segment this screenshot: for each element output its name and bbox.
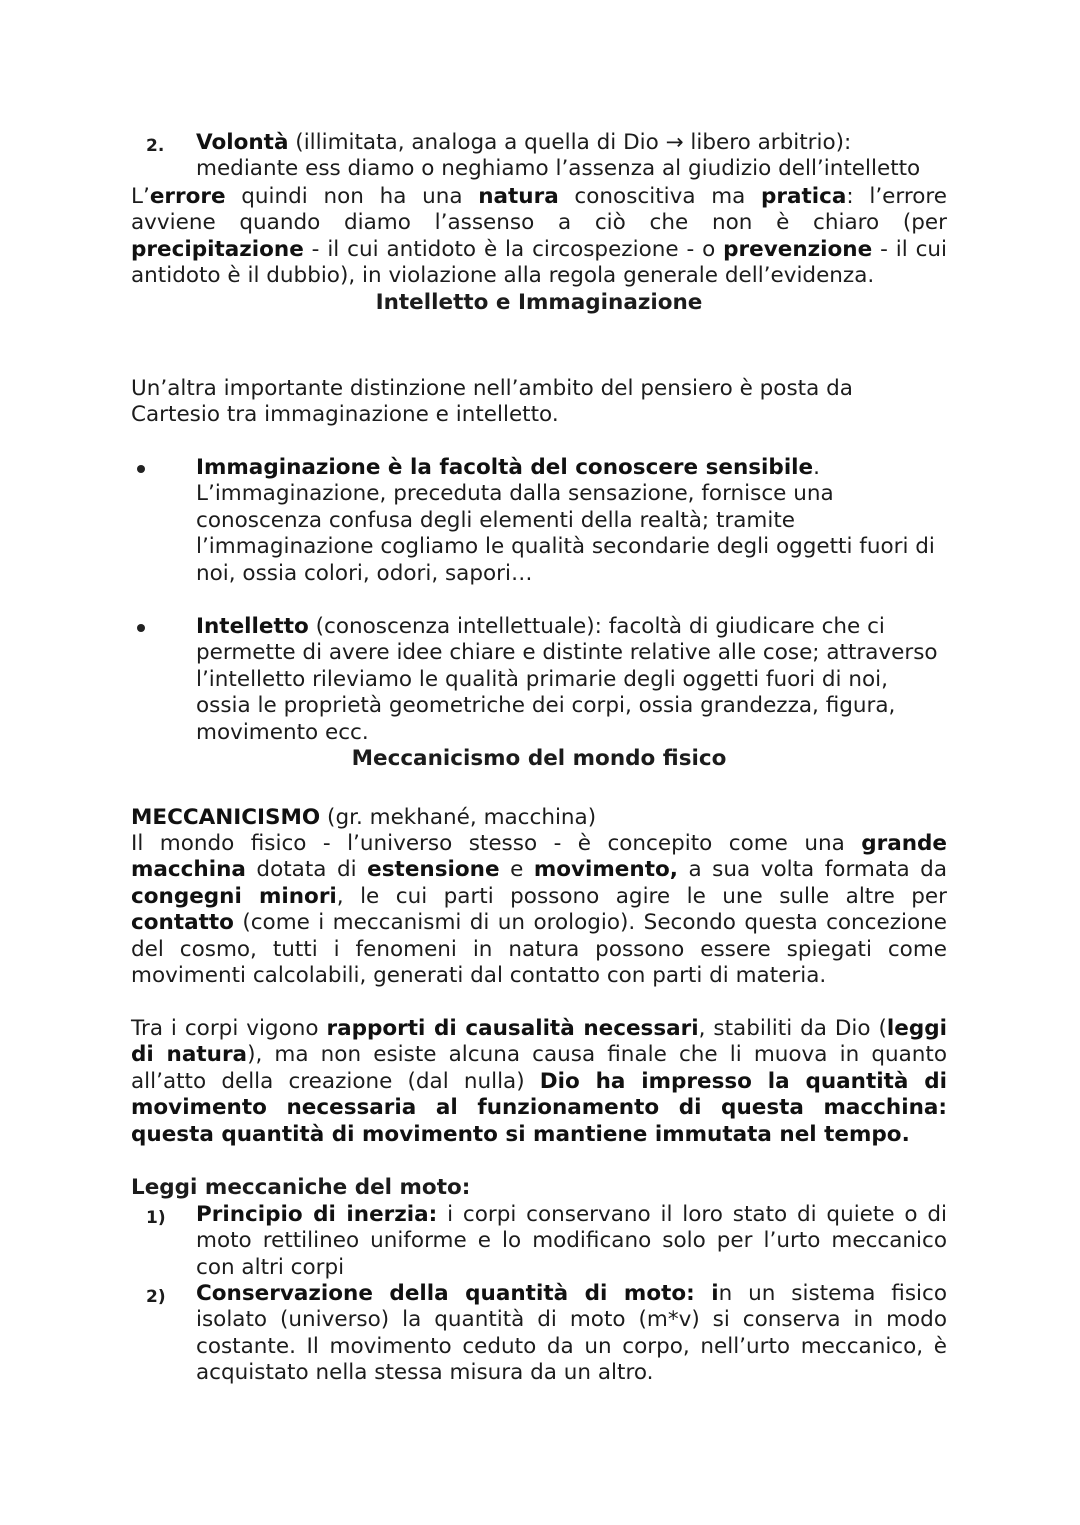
legge-2: Conservazione della quantità di moto: in un sistema fisico isolato (universo) la quantità di moto (m*v) si conserva in modo costante. Il movimento ceduto da un corpo, nell’urto meccanico, è acquistato nella stessa misura da un altro. (196, 1281, 947, 1386)
meccanicismo-title-line: MECCANICISMO (gr. mekhané, macchina) (131, 805, 597, 830)
intro-paragraph: Un’altra importante distinzione nell’ambito del pensiero è posta da Cartesio tra immaginazione e intelletto. (131, 376, 853, 428)
legge-1-term: Principio di inerzia: (196, 1202, 438, 1227)
legge-2-term: Conservazione della quantità di moto: i (196, 1281, 719, 1306)
heading-meccanicismo: Meccanicismo del mondo fisico (351, 746, 727, 771)
leggi-heading: Leggi meccaniche del moto: (131, 1175, 471, 1200)
list-number-2: 2. (146, 136, 165, 156)
immaginazione-term: Immaginazione è la facoltà del conoscere sensibile (196, 455, 814, 480)
meccanicismo-term: MECCANICISMO (131, 805, 321, 830)
errore-paragraph: L’errore quindi non ha una natura conoscitiva ma pratica: l’errore avviene quando diamo l’assenso a ciò che non è chiaro (per precipitazione - il cui antidoto è la circospezione - o prevenzione - il cui antidoto è il dubbio), in violazione alla regola generale dell’evidenza. (131, 184, 947, 289)
meccanicismo-paragraph: Il mondo fisico - l’universo stesso - è concepito come una grande macchina dotata di estensione e movimento, a sua volta formata da congegni minori, le cui parti possono agire le une sulle altre per contatto (come i meccanismi di un orologio). Secondo questa concezione del cosmo, tutti i fenomeni in natura possono essere spiegati come movimenti calcolabili, generati dal contatto con parti di materia. (131, 831, 947, 989)
legge-1: Principio di inerzia: i corpi conservano il loro stato di quiete o di moto rettilineo uniforme e lo modificano solo per l’urto meccanico con altri corpi (196, 1202, 947, 1280)
list-number-2: 2) (146, 1287, 166, 1307)
causalita-paragraph: Tra i corpi vigono rapporti di causalità necessari, stabiliti da Dio (leggi di natura), ma non esiste alcuna causa finale che li muova in quanto all’atto della creazione (dal nulla) Dio ha impresso la quantità di movimento necessaria al funzionamento di questa macchina: questa quantità di movimento si mantiene immutata nel tempo. (131, 1016, 948, 1147)
bullet-intelletto: Intelletto (conoscenza intellettuale): facoltà di giudicare che ci permette di avere idee chiare e distinte relative alle cose; attraverso l’intelletto rileviamo le qualità primarie degli oggetti fuori di noi, ossia le proprietà geometriche dei corpi, ossia grandezza, figura, movimento ecc. (196, 614, 938, 745)
bullet-dot (137, 624, 145, 632)
list-number-1: 1) (146, 1208, 166, 1228)
volonta-line-1: Volontà (illimitata, analoga a quella di Dio → libero arbitrio): (196, 130, 852, 155)
volonta-item (196, 130, 947, 183)
bullet-dot (137, 465, 145, 473)
heading-intelletto-immaginazione: Intelletto e Immaginazione (375, 290, 703, 315)
bullet-immaginazione: Immaginazione è la facoltà del conoscere sensibile. L’immaginazione, preceduta dalla sensazione, fornisce una conoscenza confusa degli elementi della realtà; tramite l’immaginazione cogliamo le qualità secondarie degli oggetti fuori di noi, ossia colori, odori, sapori… (196, 455, 935, 586)
intelletto-term: Intelletto (196, 614, 309, 639)
volonta-term: Volontà (196, 130, 289, 155)
volonta-line-2: mediante ess diamo o neghiamo l’assenza al giudizio dell’intelletto (196, 156, 921, 182)
